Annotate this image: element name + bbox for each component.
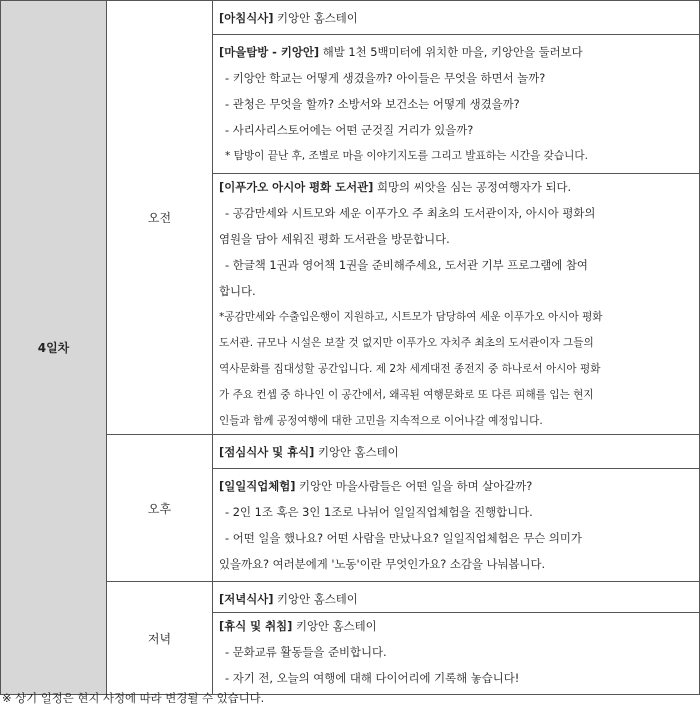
period-afternoon-cell [107,435,213,582]
village-tour-bullet: - 키앙안 학교는 어떻게 생겼을까? 아이들은 무엇을 하면서 놀까? [225,71,546,85]
period-morning-cell [107,1,213,435]
village-tour-note: * 탐방이 끝난 후, 조별로 마을 이야기지도를 그리고 발표하는 시간을 갖습니다. [225,150,588,162]
rest-tag: [휴식 및 취침] [219,618,293,633]
dinner-line [219,586,693,612]
work-bullet: - 2인 1조 혹은 3인 1조로 나뉘어 일일직업체험을 진행합니다. [225,505,533,519]
day-label: 4일차 [37,341,70,355]
rest-text: 키앙안 홈스테이 [292,618,377,633]
work-bullet: 있을까요? 여러분에게 '노동'이란 무엇인가요? 소감을 나눠봅니다. [219,557,546,571]
library-note-line: *공감만세와 수출입은행이 지원하고, 시트모가 담당하여 세운 이푸가오 아시아 평화 [219,311,603,323]
village-tour-text: 해발 1천 5백미터에 위치한 마을, 키앙안을 둘러보다 [319,45,583,59]
library-note-line: 인들과 함께 공정여행에 대한 고민을 지속적으로 이어나갈 예정입니다. [219,415,543,427]
library-text: 희망의 씨앗을 심는 공정여행자가 되다. [373,180,572,194]
village-tour-cell [213,35,700,174]
work-text: 키앙안 마을사람들은 어떤 일을 하며 살아갈까? [295,479,533,493]
lunch-text: 키앙안 홈스테이 [314,444,399,459]
library-bullet-line: 염원을 담아 세워진 평화 도서관을 방문합니다. [219,232,450,246]
breakfast-text: 키앙안 홈스테이 [273,10,358,25]
breakfast-cell [213,1,700,35]
period-morning-label: 오전 [147,211,172,225]
library-heading [219,174,693,200]
library-note-line: 역사문화를 집대성할 공간입니다. 제 2차 세계대전 종전지 중 하나로서 아시아 평화 [219,363,601,375]
village-tour-bullet: - 관청은 무엇을 할까? 소방서와 보건소는 어떻게 생겼을까? [225,97,520,111]
period-evening-cell [107,582,213,695]
rest-bullet: - 자기 전, 오늘의 여행에 대해 다이어리에 기록해 놓습니다! [225,670,520,685]
work-experience-block [213,473,699,577]
work-heading [219,473,693,499]
rest-block [213,612,699,691]
evening-cell [213,582,700,695]
period-afternoon-label: 오후 [147,501,172,516]
period-evening-label: 저녁 [147,631,172,646]
village-tour-block [213,39,699,169]
dinner-tag: [저녁식사] [219,591,274,606]
rest-bullet: - 문화교류 활동들을 준비합니다. [225,644,387,659]
lunch-line [213,439,699,465]
library-bullet-line: 합니다. [219,284,256,298]
library-note-line: 가 주요 컨셉 중 하나인 이 공간에서, 왜곡된 여행문화로 또 다른 피해를 입는 현지 [219,389,594,401]
lunch-tag: [점심식사 및 휴식] [219,444,315,459]
village-tour-tag: [마을탐방 - 키앙안] [219,45,320,59]
work-experience-cell [213,469,700,582]
lunch-cell [213,435,700,469]
footer-note: ※ 상기 일정은 현지 사정에 따라 변경될 수 있습니다. [2,691,265,705]
dinner-block [213,586,699,612]
library-cell [213,174,700,435]
library-block [213,174,699,434]
dinner-text: 키앙안 홈스테이 [273,591,358,606]
breakfast-tag: [아침식사] [219,10,274,25]
rest-heading [219,613,693,639]
breakfast-line [213,5,699,31]
work-tag: [일일직업체험] [219,479,296,493]
village-tour-bullet: - 사리사리스토어에는 어떤 군것질 거리가 있을까? [225,123,474,137]
day-cell [1,1,107,695]
library-tag: [이푸가오 아시아 평화 도서관] [219,180,374,194]
work-bullet: - 어떤 일을 했나요? 어떤 사람을 만났나요? 일일직업체험은 무슨 의미가 [225,531,582,545]
library-note-line: 도서관. 규모나 시설은 보잘 것 없지만 이푸가오 자치주 최초의 도서관이자 그들의 [219,337,594,349]
village-tour-heading [219,39,693,65]
library-bullet-line: - 한글책 1권과 영어책 1권을 준비해주세요, 도서관 기부 프로그램에 참여 [225,258,588,272]
library-bullet-line: - 공감만세와 시트모와 세운 이푸가오 주 최초의 도서관이자, 아시아 평화의 [225,206,596,220]
